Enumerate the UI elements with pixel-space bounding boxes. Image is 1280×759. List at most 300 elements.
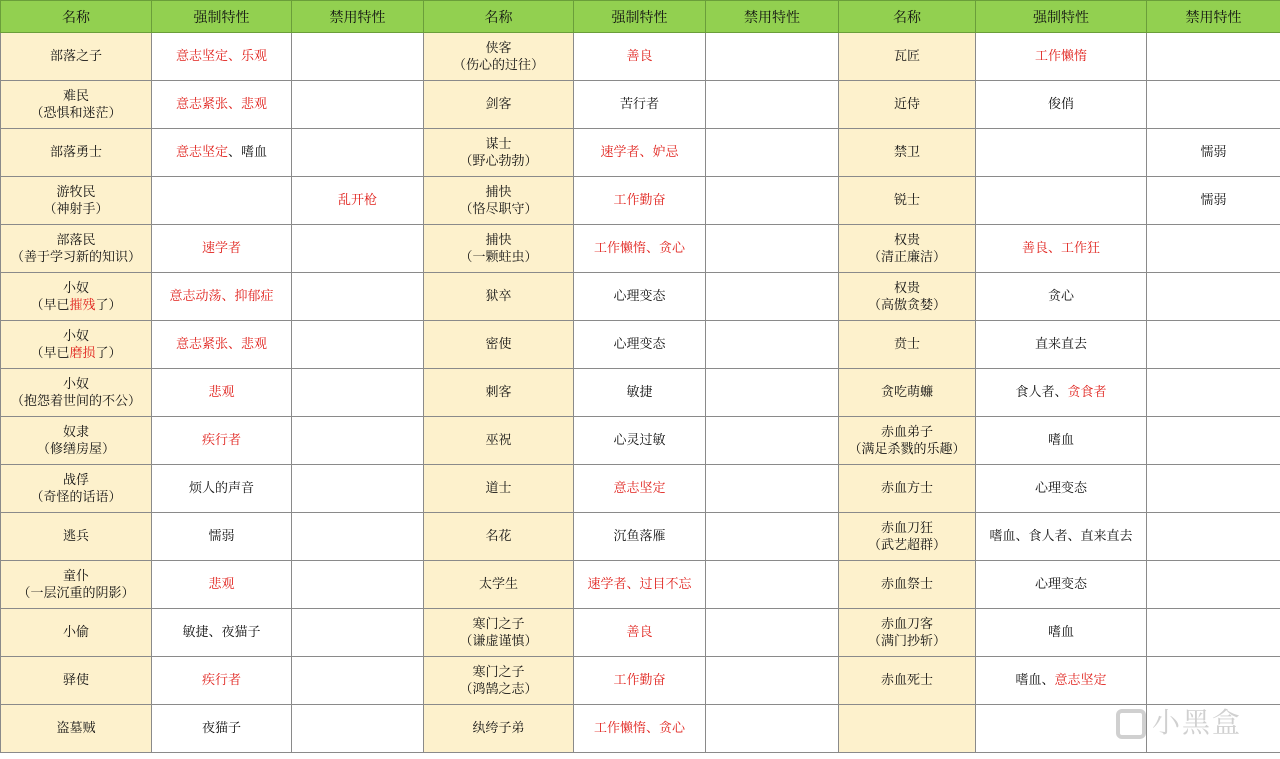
trait-text: 苦行者: [619, 97, 659, 112]
role-name-text: （修缮房屋）: [36, 441, 115, 457]
forced-trait-cell: [976, 225, 1147, 273]
role-name-text: 部落之子: [49, 49, 102, 64]
table-row: [1, 705, 1280, 753]
role-name-cell: [839, 609, 976, 657]
role-name-cell: [1, 33, 152, 81]
role-name-cell: [839, 81, 976, 129]
banned-trait-cell: [292, 705, 424, 753]
role-name-text: 难民: [62, 88, 89, 104]
forced-trait-cell: [152, 129, 292, 177]
trait-text: 工作懒惰、贪心: [593, 241, 685, 256]
role-name-cell: [424, 513, 574, 561]
trait-text: 嗜血: [1047, 625, 1074, 640]
role-name-cell: [424, 369, 574, 417]
role-name-cell: [1, 81, 152, 129]
role-name-cell: [424, 657, 574, 705]
forced-trait-cell: [152, 513, 292, 561]
role-name-text: 寒门之子: [472, 664, 525, 680]
forced-trait-cell: [976, 609, 1147, 657]
role-name-cell: [1, 273, 152, 321]
role-name: [841, 144, 973, 161]
role-name-cell: [839, 129, 976, 177]
role-name-text: 部落勇士: [49, 145, 102, 160]
role-name: [426, 664, 571, 681]
role-subtitle: [841, 297, 973, 314]
forced-trait-cell: [152, 225, 292, 273]
role-name: [3, 472, 149, 489]
role-name-cell: [424, 321, 574, 369]
role-name-cell: [1, 321, 152, 369]
role-name-cell: [424, 177, 574, 225]
trait-text: 食人者、: [1015, 385, 1068, 400]
trait-text: 悲观: [241, 97, 268, 112]
role-name: [426, 576, 571, 593]
trait-text: 敏捷: [626, 385, 653, 400]
role-name-text: 谋士: [485, 136, 512, 152]
role-name-text: 刺客: [485, 385, 512, 400]
role-name-text: 捕快: [485, 232, 512, 248]
role-name-text: （善于学习新的知识）: [10, 249, 141, 265]
trait-text: 、: [227, 97, 241, 112]
role-name-text: 赤血弟子: [880, 424, 933, 440]
role-name-cell: [839, 177, 976, 225]
forced-trait-cell: [152, 465, 292, 513]
role-subtitle: [3, 489, 149, 506]
forced-trait-cell: [574, 513, 706, 561]
role-name: [3, 232, 149, 249]
header-forced-1: 强制特性: [152, 1, 292, 33]
banned-trait-cell: [1147, 273, 1280, 321]
forced-trait-cell: [574, 33, 706, 81]
role-subtitle: [3, 393, 149, 410]
role-name-text: 小奴: [62, 280, 89, 296]
header-banned-3: 禁用特性: [1147, 1, 1280, 33]
role-name: [426, 480, 571, 497]
header-name-2: 名称: [424, 1, 574, 33]
role-name: [841, 192, 973, 209]
role-name-text: 了）: [95, 345, 122, 361]
trait-text: 善良: [626, 625, 653, 640]
role-name-cell: [839, 33, 976, 81]
role-name: [3, 280, 149, 297]
banned-trait-cell: [292, 273, 424, 321]
role-name: [841, 424, 973, 441]
role-name: [3, 424, 149, 441]
banned-trait-cell: [1147, 513, 1280, 561]
role-name-cell: [839, 705, 976, 753]
banned-trait-cell: [292, 561, 424, 609]
banned-trait-cell: [706, 609, 839, 657]
role-subtitle: [3, 585, 149, 602]
trait-text: 嗜血、食人者、直来直去: [989, 529, 1133, 544]
banned-trait-cell: [292, 177, 424, 225]
role-name: [426, 528, 571, 545]
role-name: [426, 720, 571, 737]
banned-trait-cell: [1147, 129, 1280, 177]
banned-trait-cell: [292, 369, 424, 417]
trait-text: 、: [227, 49, 241, 64]
role-name-text: （野心勃勃）: [459, 153, 538, 169]
role-name: [841, 232, 973, 249]
forced-trait-cell: [152, 657, 292, 705]
role-name-text: 战俘: [62, 472, 89, 488]
role-name: [3, 48, 149, 65]
trait-text: 乐观: [241, 49, 268, 64]
trait-text: 工作勤奋: [613, 673, 666, 688]
role-name-text: 小奴: [62, 376, 89, 392]
role-name: [841, 616, 973, 633]
role-name-cell: [424, 33, 574, 81]
role-name-text: 权贵: [893, 280, 920, 296]
role-name-cell: [424, 273, 574, 321]
role-name-text: 权贵: [893, 232, 920, 248]
trait-text: 夜猫子: [201, 721, 241, 736]
role-name-text: 贪吃萌蠊: [880, 385, 933, 400]
banned-trait-cell: [706, 705, 839, 753]
trait-text: 意志坚定: [175, 145, 228, 160]
role-name-text: 名花: [485, 529, 512, 544]
role-name: [841, 576, 973, 593]
trait-text: 嗜血、: [1015, 673, 1055, 688]
role-name-cell: [424, 609, 574, 657]
role-subtitle: [426, 201, 571, 218]
role-subtitle: [3, 249, 149, 266]
role-name-text: 太学生: [478, 577, 518, 592]
role-name-cell: [1, 705, 152, 753]
role-name-text: （神射手）: [43, 201, 109, 217]
banned-trait-cell: [292, 417, 424, 465]
role-name-cell: [424, 465, 574, 513]
role-name: [426, 616, 571, 633]
role-name-text: （奇怪的话语）: [30, 489, 122, 505]
role-name-cell: [839, 513, 976, 561]
role-name-text: 摧残: [69, 297, 96, 313]
forced-trait-cell: [574, 465, 706, 513]
banned-trait-cell: [1147, 561, 1280, 609]
role-name-text: （高傲贪婪）: [867, 297, 946, 313]
banned-trait-cell: [706, 129, 839, 177]
table-row: [1, 177, 1280, 225]
trait-text: 、嗜血: [228, 145, 268, 160]
role-name-text: （抱怨着世间的不公）: [10, 393, 141, 409]
banned-trait-cell: [292, 129, 424, 177]
forced-trait-cell: [976, 129, 1147, 177]
role-name-text: 驿使: [62, 673, 89, 688]
role-name-text: 磨损: [69, 345, 96, 361]
banned-trait-cell: [1147, 657, 1280, 705]
table-row: [1, 561, 1280, 609]
role-name-text: （武艺超群）: [867, 537, 946, 553]
role-name-text: （一颗蛀虫）: [459, 249, 538, 265]
table-row: [1, 513, 1280, 561]
role-name-text: 游牧民: [56, 184, 96, 200]
role-name-text: （早已: [30, 345, 70, 361]
forced-trait-cell: [976, 705, 1147, 753]
banned-trait-cell: [706, 513, 839, 561]
role-name: [426, 184, 571, 201]
role-name-cell: [424, 81, 574, 129]
trait-text: 意志紧张: [175, 97, 228, 112]
role-name-text: 锐士: [893, 193, 920, 208]
role-name-text: 捕快: [485, 184, 512, 200]
role-name: [3, 88, 149, 105]
banned-trait-cell: [706, 657, 839, 705]
role-name-cell: [839, 561, 976, 609]
trait-text: 烦人的声音: [188, 481, 254, 496]
role-name: [426, 384, 571, 401]
table-row: [1, 33, 1280, 81]
role-name: [426, 136, 571, 153]
header-name-3: 名称: [839, 1, 976, 33]
role-name-text: 奴隶: [62, 424, 89, 440]
trait-text: 意志坚定: [613, 481, 666, 496]
trait-text: 悲观: [208, 577, 235, 592]
role-name-cell: [1, 417, 152, 465]
role-subtitle: [841, 537, 973, 554]
banned-trait-cell: [706, 33, 839, 81]
banned-trait-cell: [706, 177, 839, 225]
role-name-text: 密使: [485, 337, 512, 352]
role-name: [841, 96, 973, 113]
role-name-cell: [424, 417, 574, 465]
banned-trait-cell: [706, 273, 839, 321]
role-name-text: 近侍: [893, 97, 920, 112]
role-name-text: 童仆: [62, 568, 89, 584]
table-row: [1, 225, 1280, 273]
banned-trait-cell: [292, 609, 424, 657]
forced-trait-cell: [976, 657, 1147, 705]
forced-trait-cell: [574, 561, 706, 609]
forced-trait-cell: [976, 177, 1147, 225]
role-name-cell: [1, 225, 152, 273]
table-row: [1, 273, 1280, 321]
trait-text: 工作懒惰、贪心: [593, 721, 685, 736]
banned-trait-cell: [1147, 609, 1280, 657]
role-name: [426, 40, 571, 57]
trait-text: 悲观: [208, 385, 235, 400]
forced-trait-cell: [574, 225, 706, 273]
trait-text: 懦弱: [1200, 145, 1227, 160]
trait-text: 直来直去: [1034, 337, 1087, 352]
forced-trait-cell: [574, 273, 706, 321]
role-name-text: （鸿鹄之志）: [459, 681, 538, 697]
role-name-cell: [1, 561, 152, 609]
forced-trait-cell: [574, 81, 706, 129]
role-name-cell: [1, 513, 152, 561]
banned-trait-cell: [706, 225, 839, 273]
banned-trait-cell: [292, 33, 424, 81]
banned-trait-cell: [1147, 225, 1280, 273]
forced-trait-cell: [152, 609, 292, 657]
role-subtitle: [3, 201, 149, 218]
forced-trait-cell: [574, 321, 706, 369]
forced-trait-cell: [152, 417, 292, 465]
role-name-text: （满门抄斩）: [867, 633, 946, 649]
banned-trait-cell: [1147, 465, 1280, 513]
banned-trait-cell: [706, 321, 839, 369]
table-row: [1, 321, 1280, 369]
role-name-cell: [1, 177, 152, 225]
role-name-cell: [1, 369, 152, 417]
role-name-text: 赤血方士: [880, 481, 933, 496]
table-row: [1, 369, 1280, 417]
trait-text: 意志坚定: [1054, 673, 1107, 688]
banned-trait-cell: [1147, 177, 1280, 225]
forced-trait-cell: [152, 177, 292, 225]
role-name-text: （一层沉重的阴影）: [17, 585, 135, 601]
role-subtitle: [841, 633, 973, 650]
forced-trait-cell: [152, 33, 292, 81]
role-name-text: 巫祝: [485, 433, 512, 448]
role-name: [3, 184, 149, 201]
role-name-text: （清正廉洁）: [867, 249, 946, 265]
banned-trait-cell: [292, 81, 424, 129]
header-banned-2: 禁用特性: [706, 1, 839, 33]
trait-text: 贪食者: [1067, 385, 1107, 400]
role-subtitle: [3, 297, 149, 314]
role-subtitle: [426, 249, 571, 266]
table-row: [1, 129, 1280, 177]
header-name-1: 名称: [1, 1, 152, 33]
role-name-cell: [839, 369, 976, 417]
role-subtitle: [426, 153, 571, 170]
header-forced-3: 强制特性: [976, 1, 1147, 33]
role-name-cell: [839, 417, 976, 465]
role-name-text: 了）: [95, 297, 122, 313]
forced-trait-cell: [976, 33, 1147, 81]
trait-text: 疾行者: [201, 673, 241, 688]
role-name-cell: [1, 657, 152, 705]
role-name-cell: [839, 225, 976, 273]
table-row: [1, 657, 1280, 705]
role-name: [3, 624, 149, 641]
banned-trait-cell: [292, 513, 424, 561]
forced-trait-cell: [152, 561, 292, 609]
trait-text: 善良、工作狂: [1021, 241, 1100, 256]
role-name-cell: [1, 129, 152, 177]
trait-text: 善良: [626, 49, 653, 64]
forced-trait-cell: [976, 273, 1147, 321]
forced-trait-cell: [976, 465, 1147, 513]
role-name-cell: [839, 321, 976, 369]
role-name: [3, 376, 149, 393]
table-row: [1, 417, 1280, 465]
forced-trait-cell: [574, 705, 706, 753]
role-name-text: 部落民: [56, 232, 96, 248]
banned-trait-cell: [706, 561, 839, 609]
trait-text: 贪心: [1047, 289, 1074, 304]
role-name-text: 贲士: [893, 337, 920, 352]
trait-text: 俊俏: [1047, 97, 1074, 112]
forced-trait-cell: [574, 177, 706, 225]
role-name-cell: [424, 129, 574, 177]
role-name-text: 侠客: [485, 40, 512, 56]
role-name-text: （恪尽职守）: [459, 201, 538, 217]
role-name-text: 禁卫: [893, 145, 920, 160]
role-subtitle: [3, 105, 149, 122]
forced-trait-cell: [976, 561, 1147, 609]
trait-text: 心理变态: [1034, 481, 1087, 496]
role-name-text: 赤血死士: [880, 673, 933, 688]
banned-trait-cell: [292, 465, 424, 513]
trait-text: 沉鱼落雁: [613, 529, 666, 544]
role-name: [426, 432, 571, 449]
banned-trait-cell: [1147, 321, 1280, 369]
forced-trait-cell: [152, 273, 292, 321]
header-banned-1: 禁用特性: [292, 1, 424, 33]
role-name-cell: [424, 705, 574, 753]
role-name: [841, 280, 973, 297]
role-name-text: 赤血刀狂: [880, 520, 933, 536]
role-subtitle: [426, 57, 571, 74]
forced-trait-cell: [574, 129, 706, 177]
forced-trait-cell: [152, 369, 292, 417]
watermark-text: 小黑盒: [1151, 706, 1242, 739]
role-name: [841, 672, 973, 689]
role-subtitle: [841, 441, 973, 458]
role-name-text: （伤心的过往）: [452, 57, 544, 73]
role-subtitle: [841, 249, 973, 266]
role-name: [841, 520, 973, 537]
trait-text: 工作勤奋: [613, 193, 666, 208]
role-name-text: （谦虚谨慎）: [459, 633, 538, 649]
role-name-text: 寒门之子: [472, 616, 525, 632]
role-name-text: 狱卒: [485, 289, 512, 304]
role-name-text: 纨绔子弟: [472, 721, 525, 736]
trait-text: 意志坚定: [175, 49, 228, 64]
banned-trait-cell: [1147, 33, 1280, 81]
forced-trait-cell: [574, 369, 706, 417]
trait-text: 懦弱: [1200, 193, 1227, 208]
role-subtitle: [426, 633, 571, 650]
trait-text: 意志紧张、悲观: [175, 337, 267, 352]
role-name: [3, 568, 149, 585]
role-name-text: 剑客: [485, 97, 512, 112]
role-name: [3, 144, 149, 161]
banned-trait-cell: [706, 81, 839, 129]
role-name: [841, 336, 973, 353]
banned-trait-cell: [1147, 705, 1280, 753]
role-name-text: （恐惧和迷茫）: [30, 105, 122, 121]
role-name-text: （满足杀戮的乐趣）: [848, 441, 966, 457]
role-name-text: 瓦匠: [893, 49, 920, 64]
forced-trait-cell: [574, 657, 706, 705]
role-name: [426, 96, 571, 113]
role-name-cell: [424, 561, 574, 609]
trait-text: 工作懒惰: [1034, 49, 1087, 64]
role-name: [3, 672, 149, 689]
header-row: [1, 1, 1280, 33]
trait-text: 速学者: [201, 241, 241, 256]
trait-text: 乱开枪: [337, 193, 377, 208]
forced-trait-cell: [152, 81, 292, 129]
trait-text: 心理变态: [613, 289, 666, 304]
role-name-text: （早已: [30, 297, 70, 313]
role-name: [426, 336, 571, 353]
trait-text: 速学者、妒忌: [600, 145, 679, 160]
trait-text: 敏捷、夜猫子: [182, 625, 261, 640]
header-forced-2: 强制特性: [574, 1, 706, 33]
trait-text: 意志动荡、抑郁症: [169, 289, 274, 304]
role-name: [841, 384, 973, 401]
role-name-cell: [1, 465, 152, 513]
role-name-text: 小奴: [62, 328, 89, 344]
forced-trait-cell: [152, 321, 292, 369]
role-name-text: 赤血祭士: [880, 577, 933, 592]
forced-trait-cell: [976, 81, 1147, 129]
forced-trait-cell: [574, 417, 706, 465]
forced-trait-cell: [976, 513, 1147, 561]
